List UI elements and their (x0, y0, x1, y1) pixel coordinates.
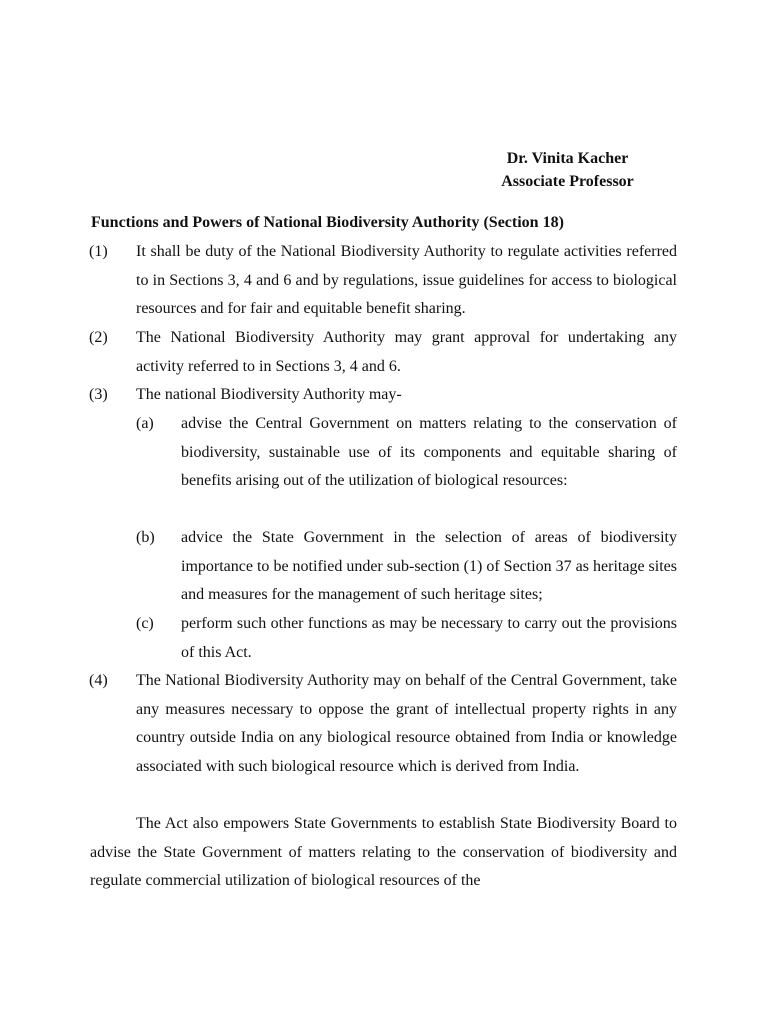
author-title: Associate Professor (501, 173, 634, 190)
clause-number: (2) (89, 329, 108, 346)
subclause-text: advise the Central Government on matters relating to the conservation of biodiversity, sustainable use of its components and equitable sharing of benefits arising out of the utilization of biological resources: (181, 415, 677, 490)
author-name: Dr. Vinita Kacher (506, 150, 629, 167)
section-heading: Functions and Powers of National Biodiversity Authority (Section 18) (91, 214, 564, 231)
clause-text: The national Biodiversity Authority may- (136, 386, 402, 403)
closing-paragraph: The Act also empowers State Governments to establish State Biodiversity Board to advise the State Government of matters relating to the conservation of biodiversity and regulate commercial utilization of biological resources of the (90, 815, 677, 890)
subclause-text: advice the State Government in the selection of areas of biodiversity importance to be notified under sub-section (1) of Section 37 as heritage sites and measures for the management of such heritage sites; (181, 529, 677, 604)
clause-text: The National Biodiversity Authority may on behalf of the Central Government, take any measures necessary to oppose the grant of intellectual property rights in any country outside India on any biological resource obtained from India or knowledge associated with such biological resource which is derived from India. (136, 672, 677, 775)
author-block (480, 147, 655, 193)
clause-number: (1) (89, 243, 108, 260)
subclause-label: (c) (136, 615, 154, 632)
subclause-label: (a) (136, 415, 154, 432)
clause-number: (4) (89, 672, 108, 689)
clause-text: The National Biodiversity Authority may grant approval for undertaking any activity referred to in Sections 3, 4 and 6. (136, 329, 677, 375)
clause-text: It shall be duty of the National Biodiversity Authority to regulate activities referred to in Sections 3, 4 and 6 and by regulations, issue guidelines for access to biological resources and for fair and equitable benefit sharing. (136, 243, 677, 318)
clause-number: (3) (89, 386, 108, 403)
subclause-label: (b) (136, 529, 155, 546)
subclause-text: perform such other functions as may be necessary to carry out the provisions of this Act. (181, 615, 677, 661)
